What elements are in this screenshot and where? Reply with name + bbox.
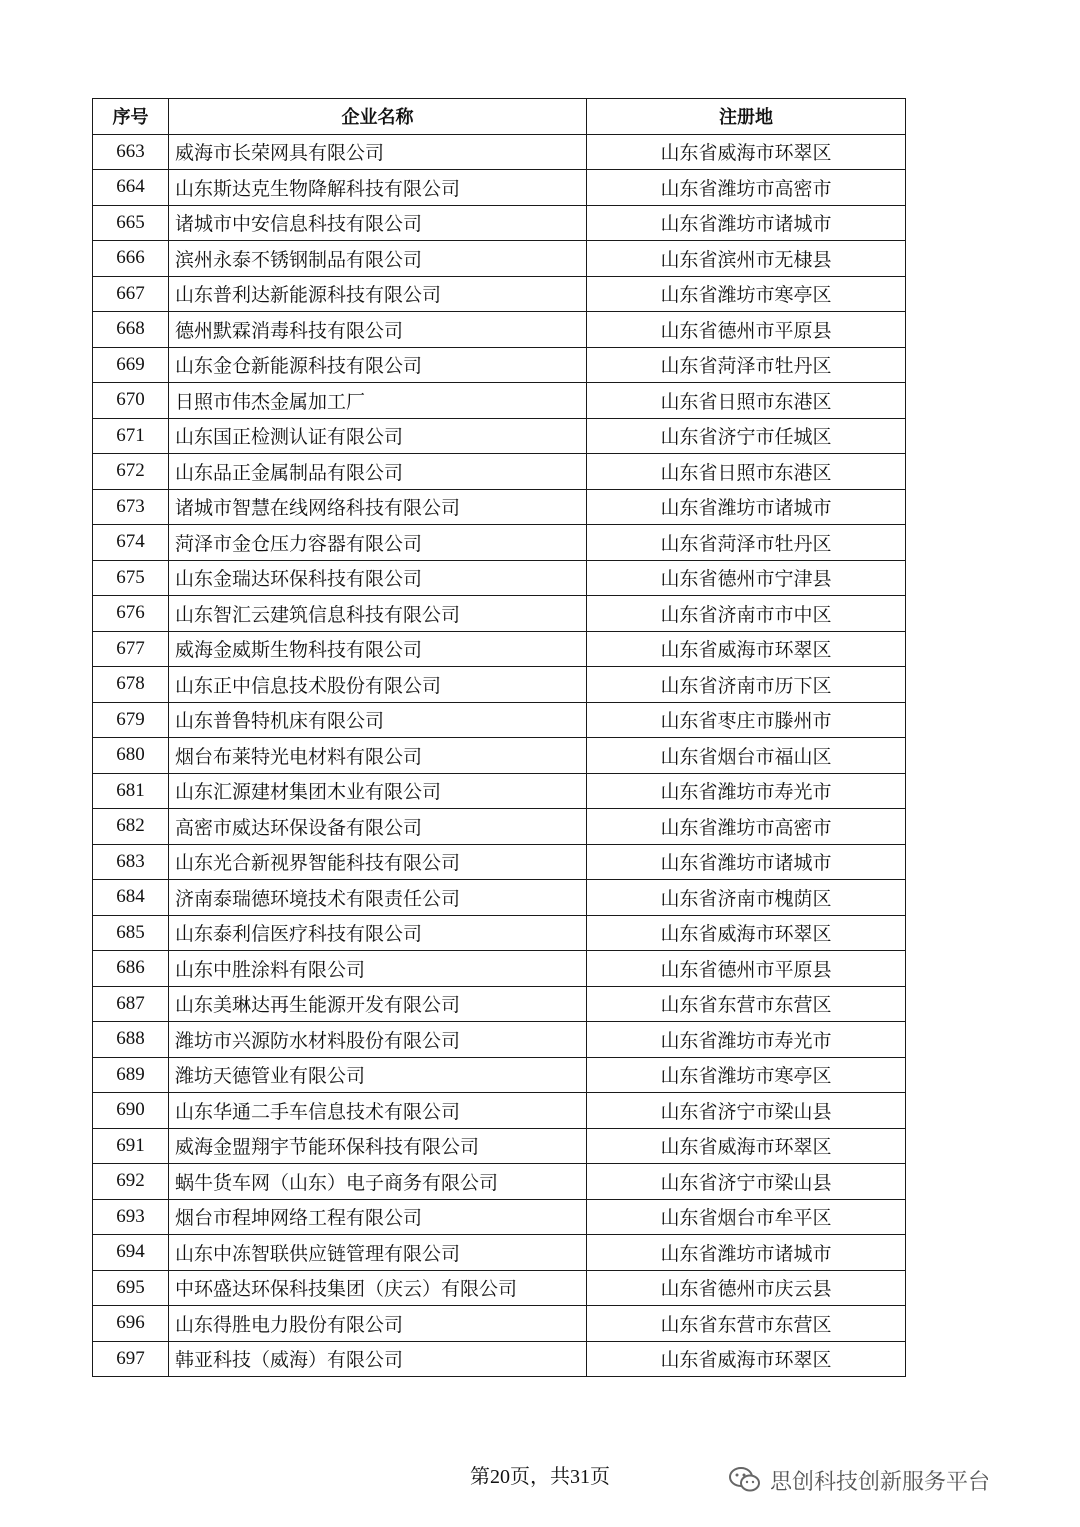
row-serial: 688 [93,1022,169,1058]
row-serial: 663 [93,134,169,170]
table-row [93,702,906,738]
row-company-name: 潍坊天德管业有限公司 [169,1057,587,1093]
table-row [93,951,906,987]
row-registered-place: 山东省济宁市任城区 [587,418,906,454]
row-serial: 686 [93,951,169,987]
table-row [93,773,906,809]
row-registered-place: 山东省日照市东港区 [587,454,906,490]
row-company-name: 韩亚科技（威海）有限公司 [169,1341,587,1377]
header-serial: 序号 [93,99,169,135]
row-serial: 679 [93,702,169,738]
row-registered-place: 山东省潍坊市诸城市 [587,844,906,880]
table-row [93,134,906,170]
table-row [93,631,906,667]
company-table [92,98,906,1377]
row-company-name: 山东中冻智联供应链管理有限公司 [169,1235,587,1271]
row-serial: 672 [93,454,169,490]
row-serial: 669 [93,347,169,383]
row-registered-place: 山东省济南市槐荫区 [587,880,906,916]
table-row [93,1341,906,1377]
row-registered-place: 山东省潍坊市诸城市 [587,205,906,241]
row-registered-place: 山东省潍坊市高密市 [587,809,906,845]
row-serial: 664 [93,170,169,206]
row-registered-place: 山东省威海市环翠区 [587,1341,906,1377]
table-row [93,880,906,916]
row-registered-place: 山东省潍坊市诸城市 [587,489,906,525]
row-serial: 693 [93,1199,169,1235]
row-registered-place: 山东省日照市东港区 [587,383,906,419]
row-company-name: 烟台布莱特光电材料有限公司 [169,738,587,774]
row-registered-place: 山东省德州市庆云县 [587,1270,906,1306]
row-serial: 692 [93,1164,169,1200]
row-company-name: 威海金盟翔宇节能环保科技有限公司 [169,1128,587,1164]
table-row [93,1057,906,1093]
row-company-name: 山东国正检测认证有限公司 [169,418,587,454]
table-row [93,525,906,561]
row-company-name: 山东华通二手车信息技术有限公司 [169,1093,587,1129]
row-company-name: 山东普利达新能源科技有限公司 [169,276,587,312]
row-registered-place: 山东省滨州市无棣县 [587,241,906,277]
row-company-name: 山东泰利信医疗科技有限公司 [169,915,587,951]
row-company-name: 蜗牛货车网（山东）电子商务有限公司 [169,1164,587,1200]
row-company-name: 山东光合新视界智能科技有限公司 [169,844,587,880]
row-registered-place: 山东省东营市东营区 [587,986,906,1022]
row-registered-place: 山东省德州市平原县 [587,951,906,987]
row-registered-place: 山东省威海市环翠区 [587,1128,906,1164]
row-registered-place: 山东省潍坊市寒亭区 [587,1057,906,1093]
row-company-name: 高密市威达环保设备有限公司 [169,809,587,845]
row-serial: 670 [93,383,169,419]
row-serial: 682 [93,809,169,845]
table-row [93,596,906,632]
table-row [93,241,906,277]
row-serial: 676 [93,596,169,632]
table-row [93,1235,906,1271]
row-registered-place: 山东省德州市宁津县 [587,560,906,596]
table-row [93,205,906,241]
row-registered-place: 山东省德州市平原县 [587,312,906,348]
table-row [93,738,906,774]
table-row [93,1306,906,1342]
row-company-name: 山东美琳达再生能源开发有限公司 [169,986,587,1022]
row-registered-place: 山东省枣庄市滕州市 [587,702,906,738]
table-row [93,1093,906,1129]
row-serial: 677 [93,631,169,667]
table-row [93,1199,906,1235]
row-serial: 691 [93,1128,169,1164]
row-serial: 697 [93,1341,169,1377]
table-row [93,667,906,703]
row-company-name: 山东普鲁特机床有限公司 [169,702,587,738]
row-company-name: 威海市长荣网具有限公司 [169,134,587,170]
row-registered-place: 山东省菏泽市牡丹区 [587,525,906,561]
row-registered-place: 山东省潍坊市高密市 [587,170,906,206]
row-registered-place: 山东省济南市市中区 [587,596,906,632]
row-registered-place: 山东省东营市东营区 [587,1306,906,1342]
row-registered-place: 山东省潍坊市寒亭区 [587,276,906,312]
row-serial: 696 [93,1306,169,1342]
row-registered-place: 山东省潍坊市寿光市 [587,1022,906,1058]
table-row [93,986,906,1022]
watermark [728,1462,990,1498]
row-company-name: 菏泽市金仓压力容器有限公司 [169,525,587,561]
table-row [93,809,906,845]
table-row [93,844,906,880]
row-company-name: 诸城市中安信息科技有限公司 [169,205,587,241]
table-row [93,383,906,419]
table-row [93,915,906,951]
row-registered-place: 山东省济宁市梁山县 [587,1164,906,1200]
table-row [93,347,906,383]
row-company-name: 诸城市智慧在线网络科技有限公司 [169,489,587,525]
table-row [93,560,906,596]
row-company-name: 济南泰瑞德环境技术有限责任公司 [169,880,587,916]
table-row [93,489,906,525]
row-company-name: 山东金仓新能源科技有限公司 [169,347,587,383]
row-company-name: 山东得胜电力股份有限公司 [169,1306,587,1342]
table-row [93,1270,906,1306]
row-registered-place: 山东省潍坊市寿光市 [587,773,906,809]
wechat-icon [728,1466,762,1494]
row-registered-place: 山东省威海市环翠区 [587,134,906,170]
row-serial: 673 [93,489,169,525]
table-row [93,276,906,312]
header-company-name: 企业名称 [169,99,587,135]
row-company-name: 山东正中信息技术股份有限公司 [169,667,587,703]
row-serial: 680 [93,738,169,774]
row-serial: 666 [93,241,169,277]
watermark-text: 思创科技创新服务平台 [770,1469,991,1495]
header-registered-place: 注册地 [587,99,906,135]
row-company-name: 山东智汇云建筑信息科技有限公司 [169,596,587,632]
row-company-name: 山东斯达克生物降解科技有限公司 [169,170,587,206]
row-registered-place: 山东省烟台市牟平区 [587,1199,906,1235]
row-serial: 667 [93,276,169,312]
table-row [93,312,906,348]
row-serial: 681 [93,773,169,809]
row-registered-place: 山东省威海市环翠区 [587,915,906,951]
row-registered-place: 山东省济南市历下区 [587,667,906,703]
row-serial: 694 [93,1235,169,1271]
row-company-name: 山东中胜涂料有限公司 [169,951,587,987]
row-serial: 684 [93,880,169,916]
row-serial: 687 [93,986,169,1022]
row-registered-place: 山东省菏泽市牡丹区 [587,347,906,383]
table-row [93,1022,906,1058]
row-registered-place: 山东省济宁市梁山县 [587,1093,906,1129]
row-serial: 671 [93,418,169,454]
table-row [93,418,906,454]
row-company-name: 威海金威斯生物科技有限公司 [169,631,587,667]
row-serial: 685 [93,915,169,951]
table-row [93,1164,906,1200]
row-company-name: 中环盛达环保科技集团（庆云）有限公司 [169,1270,587,1306]
row-serial: 689 [93,1057,169,1093]
row-serial: 668 [93,312,169,348]
row-company-name: 日照市伟杰金属加工厂 [169,383,587,419]
row-serial: 674 [93,525,169,561]
row-serial: 675 [93,560,169,596]
row-serial: 678 [93,667,169,703]
table-row [93,454,906,490]
row-company-name: 山东汇源建材集团木业有限公司 [169,773,587,809]
row-company-name: 潍坊市兴源防水材料股份有限公司 [169,1022,587,1058]
row-company-name: 山东品正金属制品有限公司 [169,454,587,490]
row-registered-place: 山东省潍坊市诸城市 [587,1235,906,1271]
page-number: 第20页，共31页 [470,1466,610,1488]
row-registered-place: 山东省威海市环翠区 [587,631,906,667]
row-serial: 683 [93,844,169,880]
row-company-name: 滨州永泰不锈钢制品有限公司 [169,241,587,277]
table-header-row [93,99,906,135]
row-company-name: 山东金瑞达环保科技有限公司 [169,560,587,596]
table-row [93,170,906,206]
row-registered-place: 山东省烟台市福山区 [587,738,906,774]
row-company-name: 德州默霖消毒科技有限公司 [169,312,587,348]
row-serial: 690 [93,1093,169,1129]
row-serial: 665 [93,205,169,241]
row-serial: 695 [93,1270,169,1306]
row-company-name: 烟台市程坤网络工程有限公司 [169,1199,587,1235]
table-row [93,1128,906,1164]
